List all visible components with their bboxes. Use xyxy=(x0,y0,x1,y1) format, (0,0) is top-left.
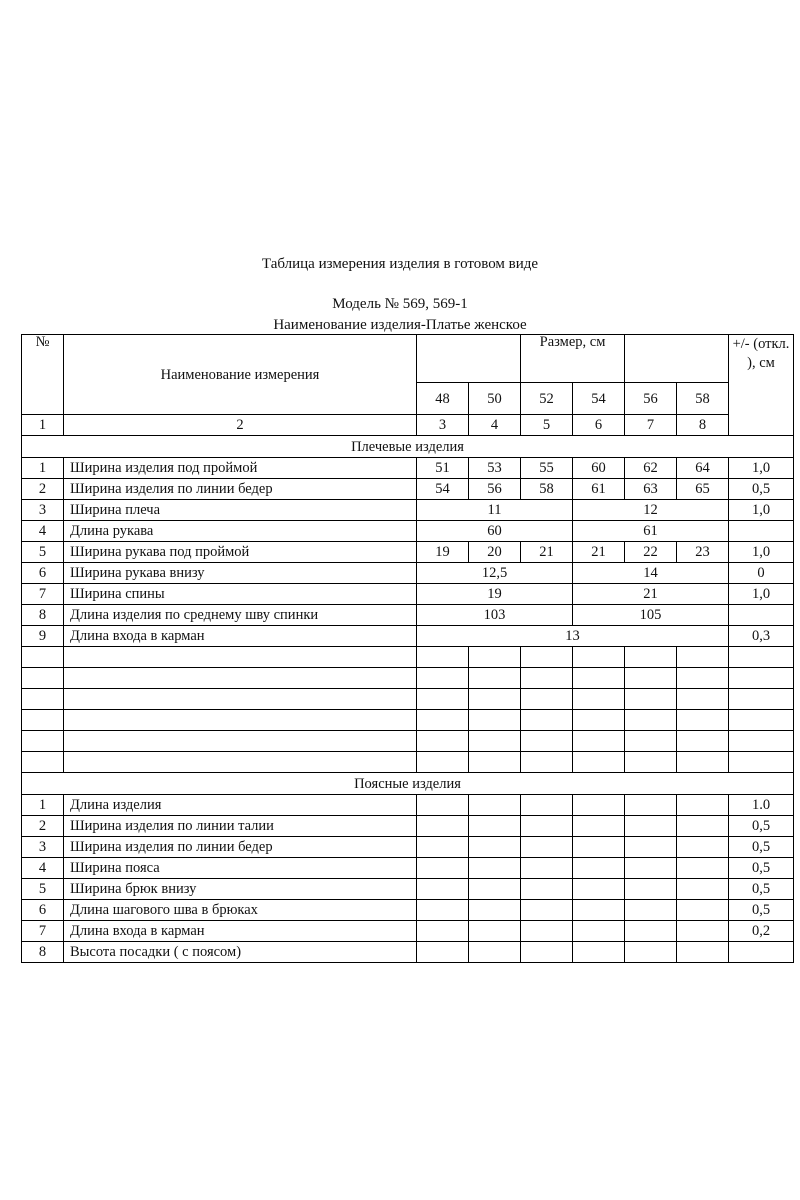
measure-name: Ширина брюк внизу xyxy=(64,879,417,900)
empty-cell xyxy=(469,668,521,689)
column-number-row xyxy=(22,415,794,436)
tolerance-cell xyxy=(729,521,794,542)
value-cell xyxy=(417,795,469,816)
size-cell: 48 xyxy=(417,383,469,415)
empty-cell xyxy=(677,668,729,689)
tolerance-cell: 0,3 xyxy=(729,626,794,647)
value-cell: 60 xyxy=(573,458,625,479)
measure-name: Ширина пояса xyxy=(64,858,417,879)
value-cell xyxy=(625,858,677,879)
value-cell xyxy=(573,942,625,963)
row-number: 6 xyxy=(22,563,64,584)
empty-row xyxy=(22,731,794,752)
empty-cell xyxy=(417,668,469,689)
table-row xyxy=(22,605,794,626)
empty-cell xyxy=(625,689,677,710)
tolerance-cell: 1,0 xyxy=(729,458,794,479)
value-cell xyxy=(521,795,573,816)
measure-name: Ширина изделия по линии бедер xyxy=(64,837,417,858)
empty-cell xyxy=(729,647,794,668)
empty-cell xyxy=(417,647,469,668)
value-cell xyxy=(625,921,677,942)
tolerance-cell xyxy=(729,942,794,963)
empty-cell xyxy=(729,689,794,710)
table-row xyxy=(22,563,794,584)
row-number: 8 xyxy=(22,605,64,626)
empty-cell xyxy=(22,710,64,731)
value-cell: 21 xyxy=(521,542,573,563)
value-cell: 64 xyxy=(677,458,729,479)
empty-row xyxy=(22,710,794,731)
empty-cell xyxy=(573,647,625,668)
value-cell xyxy=(521,837,573,858)
table-row xyxy=(22,795,794,816)
tolerance-cell: 0,5 xyxy=(729,858,794,879)
empty-row xyxy=(22,668,794,689)
measure-name: Длина входа в карман xyxy=(64,921,417,942)
value-cell xyxy=(417,879,469,900)
empty-cell xyxy=(469,647,521,668)
value-cell: 56 xyxy=(469,479,521,500)
measure-name: Длина рукава xyxy=(64,521,417,542)
empty-cell xyxy=(573,668,625,689)
row-number: 4 xyxy=(22,858,64,879)
empty-cell xyxy=(677,689,729,710)
header-size-label: Размер, см xyxy=(521,335,625,383)
tolerance-cell: 0,5 xyxy=(729,816,794,837)
measure-name: Длина изделия по среднему шву спинки xyxy=(64,605,417,626)
empty-cell xyxy=(469,752,521,773)
tolerance-cell: 1,0 xyxy=(729,500,794,521)
value-cell xyxy=(521,921,573,942)
empty-cell xyxy=(729,752,794,773)
empty-cell xyxy=(64,731,417,752)
empty-cell xyxy=(417,710,469,731)
tolerance-cell: 0,5 xyxy=(729,837,794,858)
table-row xyxy=(22,858,794,879)
value-cell xyxy=(417,942,469,963)
empty-cell xyxy=(625,731,677,752)
value-cell xyxy=(677,837,729,858)
empty-row xyxy=(22,752,794,773)
value-cell xyxy=(573,921,625,942)
value-cell xyxy=(677,816,729,837)
header-size-group-3 xyxy=(625,335,729,383)
empty-cell xyxy=(469,689,521,710)
empty-cell xyxy=(625,710,677,731)
value-cell xyxy=(417,900,469,921)
value-cell xyxy=(521,942,573,963)
value-cell: 51 xyxy=(417,458,469,479)
empty-cell xyxy=(521,731,573,752)
empty-cell xyxy=(573,710,625,731)
table-row xyxy=(22,500,794,521)
measure-name: Длина шагового шва в брюках xyxy=(64,900,417,921)
value-cell xyxy=(677,900,729,921)
empty-cell xyxy=(64,647,417,668)
empty-cell xyxy=(677,647,729,668)
empty-cell xyxy=(521,668,573,689)
empty-cell xyxy=(64,710,417,731)
measure-name: Ширина рукава внизу xyxy=(64,563,417,584)
empty-cell xyxy=(64,689,417,710)
value-cell xyxy=(521,879,573,900)
value-cell xyxy=(417,921,469,942)
value-cell xyxy=(625,900,677,921)
empty-row xyxy=(22,647,794,668)
section-lower-label: Поясные изделия xyxy=(22,773,794,795)
table-row xyxy=(22,458,794,479)
empty-cell xyxy=(417,731,469,752)
header-row xyxy=(22,335,794,383)
value-cell: 53 xyxy=(469,458,521,479)
value-cell xyxy=(625,795,677,816)
empty-cell xyxy=(573,689,625,710)
value-cell: 20 xyxy=(469,542,521,563)
empty-cell xyxy=(729,710,794,731)
header-measure-name: Наименование измерения xyxy=(64,335,417,415)
empty-cell xyxy=(677,731,729,752)
tolerance-cell: 1,0 xyxy=(729,584,794,605)
value-cell xyxy=(417,837,469,858)
empty-cell xyxy=(677,752,729,773)
row-number: 3 xyxy=(22,837,64,858)
value-cell: 12,5 xyxy=(417,563,573,584)
measure-name: Ширина изделия по линии талии xyxy=(64,816,417,837)
empty-cell xyxy=(573,752,625,773)
empty-cell xyxy=(521,689,573,710)
value-cell: 19 xyxy=(417,584,573,605)
tolerance-cell: 1,0 xyxy=(729,542,794,563)
value-cell: 62 xyxy=(625,458,677,479)
section-lower xyxy=(22,773,794,795)
measure-name: Ширина изделия под проймой xyxy=(64,458,417,479)
tolerance-cell: 0,2 xyxy=(729,921,794,942)
value-cell xyxy=(573,795,625,816)
tolerance-cell xyxy=(729,605,794,626)
measure-name: Ширина рукава под проймой xyxy=(64,542,417,563)
table-row xyxy=(22,900,794,921)
empty-cell xyxy=(417,752,469,773)
value-cell: 58 xyxy=(521,479,573,500)
column-number: 8 xyxy=(677,415,729,436)
column-number: 7 xyxy=(625,415,677,436)
value-cell xyxy=(469,837,521,858)
value-cell: 11 xyxy=(417,500,573,521)
column-number: 3 xyxy=(417,415,469,436)
table-row xyxy=(22,584,794,605)
row-number: 7 xyxy=(22,584,64,605)
value-cell: 60 xyxy=(417,521,573,542)
product-name: Наименование изделия-Платье женское xyxy=(273,317,527,333)
empty-cell xyxy=(22,647,64,668)
column-number: 2 xyxy=(64,415,417,436)
value-cell xyxy=(677,879,729,900)
measurement-table xyxy=(21,334,794,963)
size-cell: 54 xyxy=(573,383,625,415)
value-cell: 19 xyxy=(417,542,469,563)
value-cell xyxy=(469,816,521,837)
row-number: 2 xyxy=(22,816,64,837)
empty-cell xyxy=(521,647,573,668)
row-number: 5 xyxy=(22,542,64,563)
row-number: 6 xyxy=(22,900,64,921)
measure-name: Ширина изделия по линии бедер xyxy=(64,479,417,500)
empty-cell xyxy=(729,731,794,752)
table-row xyxy=(22,921,794,942)
empty-cell xyxy=(417,689,469,710)
measure-name: Длина входа в карман xyxy=(64,626,417,647)
value-cell xyxy=(677,795,729,816)
value-cell: 65 xyxy=(677,479,729,500)
model-number: Модель № 569, 569-1 xyxy=(332,296,468,312)
column-number: 6 xyxy=(573,415,625,436)
row-number: 7 xyxy=(22,921,64,942)
size-cell: 56 xyxy=(625,383,677,415)
row-number: 8 xyxy=(22,942,64,963)
value-cell xyxy=(469,858,521,879)
value-cell xyxy=(625,837,677,858)
empty-cell xyxy=(625,647,677,668)
value-cell xyxy=(521,816,573,837)
row-number: 3 xyxy=(22,500,64,521)
value-cell xyxy=(521,900,573,921)
table-row xyxy=(22,542,794,563)
value-cell: 14 xyxy=(573,563,729,584)
measure-name: Длина изделия xyxy=(64,795,417,816)
value-cell xyxy=(469,921,521,942)
measure-name: Ширина плеча xyxy=(64,500,417,521)
section-upper-label: Плечевые изделия xyxy=(22,436,794,458)
empty-cell xyxy=(22,752,64,773)
empty-cell xyxy=(625,668,677,689)
empty-cell xyxy=(573,731,625,752)
value-cell xyxy=(417,858,469,879)
value-cell xyxy=(625,942,677,963)
table-row xyxy=(22,879,794,900)
size-cell: 50 xyxy=(469,383,521,415)
value-cell xyxy=(573,816,625,837)
table-row xyxy=(22,816,794,837)
column-number: 5 xyxy=(521,415,573,436)
value-cell: 105 xyxy=(573,605,729,626)
empty-cell xyxy=(22,668,64,689)
column-number: 4 xyxy=(469,415,521,436)
value-cell: 55 xyxy=(521,458,573,479)
empty-cell xyxy=(64,752,417,773)
value-cell: 21 xyxy=(573,542,625,563)
size-cell: 58 xyxy=(677,383,729,415)
value-cell xyxy=(677,858,729,879)
empty-cell xyxy=(625,752,677,773)
row-number: 1 xyxy=(22,458,64,479)
section-upper xyxy=(22,436,794,458)
value-cell xyxy=(469,942,521,963)
tolerance-cell: 0 xyxy=(729,563,794,584)
value-cell xyxy=(677,921,729,942)
measure-name: Высота посадки ( с поясом) xyxy=(64,942,417,963)
value-cell xyxy=(573,900,625,921)
row-number: 1 xyxy=(22,795,64,816)
table-row xyxy=(22,521,794,542)
empty-row xyxy=(22,689,794,710)
table-row xyxy=(22,837,794,858)
value-cell xyxy=(469,879,521,900)
table-row xyxy=(22,626,794,647)
value-cell xyxy=(417,816,469,837)
value-cell: 13 xyxy=(417,626,729,647)
value-cell: 54 xyxy=(417,479,469,500)
row-number: 2 xyxy=(22,479,64,500)
header-tolerance: +/- (откл. ), см xyxy=(729,335,794,436)
value-cell xyxy=(469,795,521,816)
tolerance-cell: 0,5 xyxy=(729,479,794,500)
table-row xyxy=(22,479,794,500)
empty-cell xyxy=(64,668,417,689)
row-number: 9 xyxy=(22,626,64,647)
table-row xyxy=(22,942,794,963)
empty-cell xyxy=(521,752,573,773)
tolerance-cell: 0,5 xyxy=(729,900,794,921)
empty-cell xyxy=(521,710,573,731)
value-cell: 21 xyxy=(573,584,729,605)
column-number: 1 xyxy=(22,415,64,436)
value-cell: 103 xyxy=(417,605,573,626)
header-number: № xyxy=(22,335,64,415)
value-cell: 22 xyxy=(625,542,677,563)
value-cell xyxy=(625,816,677,837)
empty-cell xyxy=(729,668,794,689)
row-number: 4 xyxy=(22,521,64,542)
empty-cell xyxy=(469,710,521,731)
value-cell: 12 xyxy=(573,500,729,521)
value-cell: 61 xyxy=(573,479,625,500)
value-cell xyxy=(573,858,625,879)
header-size-group-1 xyxy=(417,335,521,383)
empty-cell xyxy=(469,731,521,752)
value-cell: 23 xyxy=(677,542,729,563)
value-cell xyxy=(469,900,521,921)
tolerance-cell: 0,5 xyxy=(729,879,794,900)
value-cell xyxy=(573,837,625,858)
measure-name: Ширина спины xyxy=(64,584,417,605)
row-number: 5 xyxy=(22,879,64,900)
table-title: Таблица измерения изделия в готовом виде xyxy=(261,256,539,272)
value-cell xyxy=(677,942,729,963)
value-cell: 61 xyxy=(573,521,729,542)
empty-cell xyxy=(22,731,64,752)
tolerance-cell: 1.0 xyxy=(729,795,794,816)
value-cell: 63 xyxy=(625,479,677,500)
size-cell: 52 xyxy=(521,383,573,415)
value-cell xyxy=(625,879,677,900)
empty-cell xyxy=(22,689,64,710)
value-cell xyxy=(521,858,573,879)
empty-cell xyxy=(677,710,729,731)
value-cell xyxy=(573,879,625,900)
